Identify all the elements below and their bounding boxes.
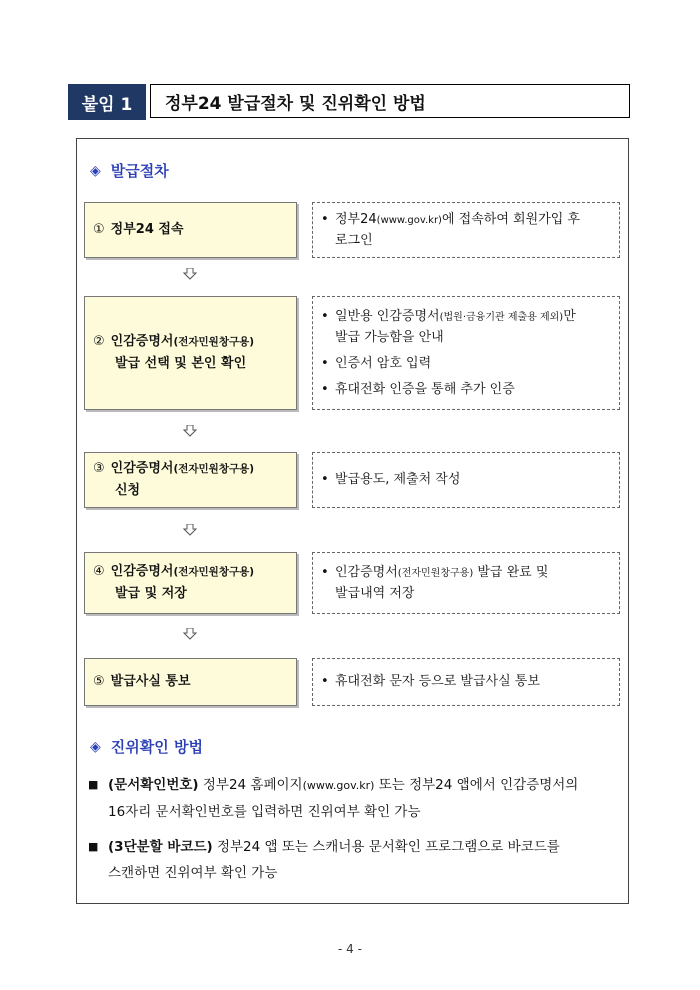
- item-text: 16자리 문서확인번호를 입력하면 진위여부 확인 가능: [108, 804, 421, 820]
- step-label: 인감증명서: [110, 334, 174, 349]
- desc-text: 발급 가능함을 안내: [335, 329, 444, 345]
- square-bullet-icon: ■: [88, 840, 99, 853]
- item-text: 정부24 앱 또는 스캐너용 문서확인 프로그램으로 바코드를: [212, 839, 560, 855]
- step-label: 발급 및 저장: [115, 586, 187, 601]
- step-label: 인감증명서: [110, 461, 174, 476]
- page-number: - 4 -: [338, 942, 362, 956]
- desc-note: (전자민원창구용): [397, 567, 474, 579]
- desc-text: 일반용 인감증명서: [335, 308, 440, 324]
- diamond-bullet-icon: ◈: [90, 162, 101, 179]
- item-text: 또는 정부24 앱에서 인감증명서의: [374, 777, 579, 793]
- step-number: ③: [93, 461, 105, 476]
- attachment-tag: 붙임 1: [68, 84, 146, 120]
- down-arrow-icon: [183, 628, 197, 640]
- step-1-box: [84, 202, 297, 258]
- step-1-description: • 정부24(www.gov.kr)에 접속하여 회원가입 후 로그인: [312, 202, 620, 258]
- down-arrow-icon: [183, 268, 197, 280]
- desc-text: 발급용도, 제출처 작성: [335, 472, 461, 487]
- desc-text: 휴대전화 문자 등으로 발급사실 통보: [335, 674, 540, 689]
- desc-text: 로그인: [335, 232, 373, 248]
- step-label-note: (전자민원창구용): [173, 566, 255, 578]
- section-title: 진위확인 방법: [110, 738, 203, 756]
- step-label-note: (전자민원창구용): [173, 463, 255, 475]
- verification-item-2: [88, 834, 618, 886]
- desc-text: 인증서 암호 입력: [335, 355, 432, 371]
- desc-text: 에 접속하여 회원가입 후: [441, 211, 580, 227]
- down-arrow-icon: [183, 425, 197, 437]
- step-number: ②: [93, 334, 105, 349]
- step-label: 정부24 접속: [110, 222, 184, 237]
- step-number: ⑤: [93, 674, 105, 689]
- step-2-box: [84, 296, 297, 410]
- item-text: 정부24 홈페이지: [198, 777, 303, 793]
- step-3-description: • 발급용도, 제출처 작성: [312, 452, 620, 508]
- step-label: 발급 선택 및 본인 확인: [115, 356, 247, 371]
- step-5-box: [84, 658, 297, 706]
- desc-text: 발급내역 저장: [335, 585, 415, 601]
- step-label: 신청: [115, 483, 141, 498]
- item-heading: (문서확인번호): [108, 777, 199, 793]
- desc-url: (www.gov.kr): [376, 214, 442, 226]
- desc-text: 정부24: [335, 211, 377, 227]
- step-label: 인감증명서: [110, 564, 174, 579]
- step-label-note: (전자민원창구용): [173, 336, 255, 348]
- down-arrow-icon: [183, 524, 197, 536]
- item-text: 스캔하면 진위여부 확인 가능: [108, 865, 278, 881]
- step-3-box: [84, 452, 297, 508]
- section-heading-issuance: [90, 160, 169, 181]
- step-number: ①: [93, 222, 105, 237]
- step-number: ④: [93, 564, 105, 579]
- page-title: 정부24 발급절차 및 진위확인 방법: [150, 84, 630, 118]
- desc-text: 만: [563, 308, 576, 324]
- item-heading: (3단분할 바코드): [108, 839, 213, 855]
- item-url: (www.gov.kr): [302, 779, 375, 792]
- step-2-description: • 일반용 인감증명서(법원·금융기관 제출용 제외)만 발급 가능함을 안내 • 인증서 암호 입력 • 휴대전화 인증을 통해 추가 인증: [312, 296, 620, 410]
- desc-text: 발급 완료 및: [473, 564, 549, 580]
- diamond-bullet-icon: ◈: [90, 738, 101, 755]
- step-label: 발급사실 통보: [110, 674, 191, 689]
- section-title: 발급절차: [110, 162, 169, 180]
- step-4-description: • 인감증명서(전자민원창구용) 발급 완료 및 발급내역 저장: [312, 552, 620, 614]
- step-5-description: • 휴대전화 문자 등으로 발급사실 통보: [312, 658, 620, 706]
- desc-text: 인감증명서: [335, 564, 398, 580]
- step-4-box: [84, 552, 297, 614]
- section-heading-verification: [90, 736, 203, 757]
- square-bullet-icon: ■: [88, 778, 99, 791]
- desc-text: 휴대전화 인증을 통해 추가 인증: [335, 381, 515, 397]
- verification-item-1: [88, 772, 618, 825]
- desc-note: (법원·금융기관 제출용 제외): [439, 311, 564, 323]
